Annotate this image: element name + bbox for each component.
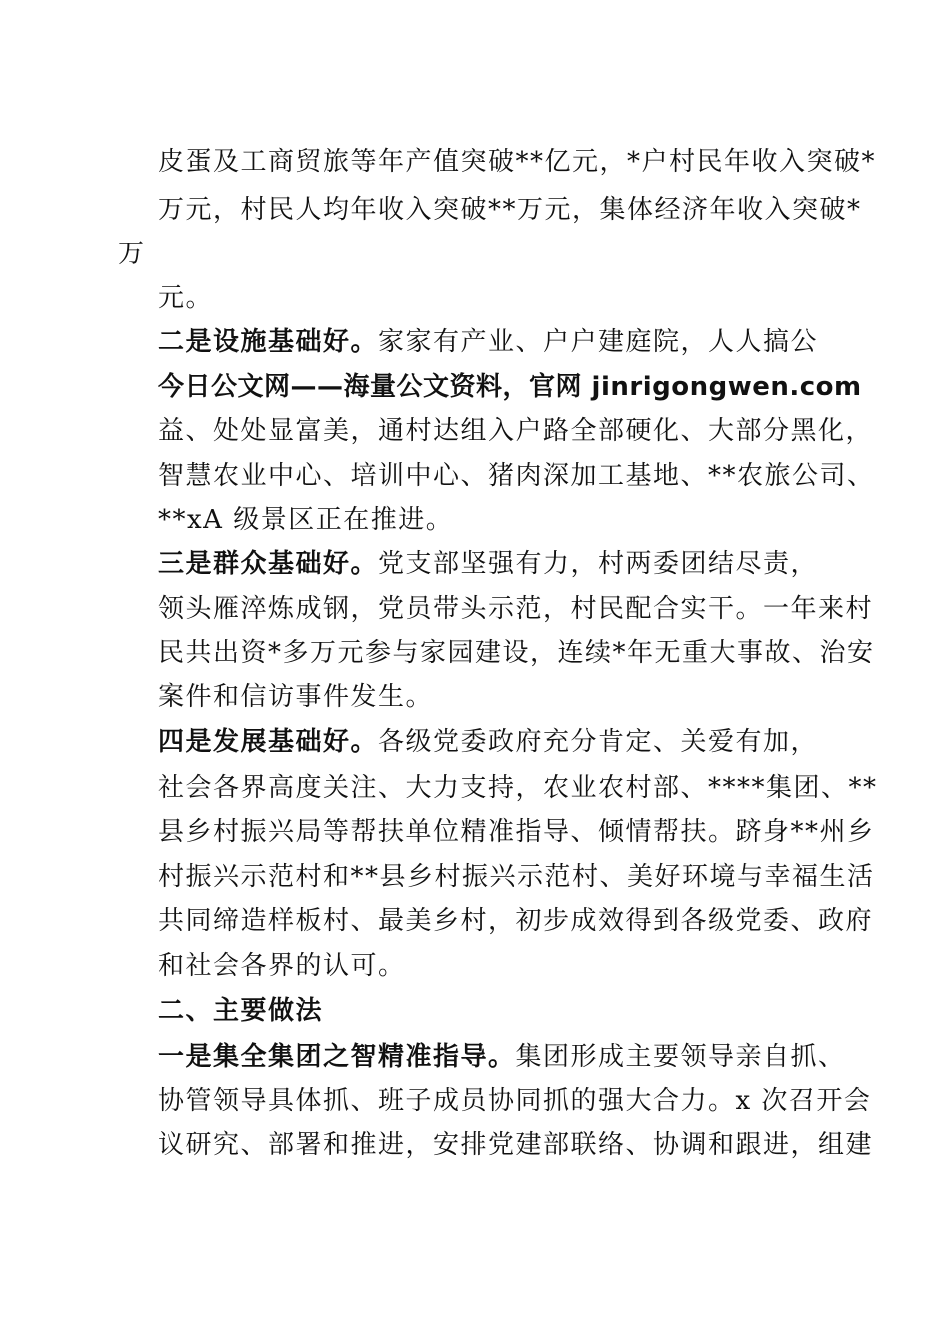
body-line xyxy=(158,860,875,894)
paragraph-heading-line xyxy=(158,1040,846,1074)
line-text: 协管领导具体抓、班子成员协同抓的强大合力。x 次召开会 xyxy=(158,1086,872,1116)
paragraph-heading-line xyxy=(158,325,818,359)
paragraph-lead: 二是设施基础好。 xyxy=(158,327,379,357)
line-text: 万元，村民人均年收入突破**万元，集体经济年收入突破* xyxy=(158,195,862,225)
line-text: 村振兴示范村和**县乡村振兴示范村、美好环境与幸福生活 xyxy=(158,862,875,892)
body-line xyxy=(158,904,873,938)
line-text: 各级党委政府充分肯定、关爱有加， xyxy=(378,727,819,757)
body-line xyxy=(158,592,873,626)
line-text: 万 xyxy=(118,239,146,269)
body-line xyxy=(158,281,213,315)
line-text: 案件和信访事件发生。 xyxy=(158,682,434,712)
line-text: 共同缔造样板村、最美乡村，初步成效得到各级党委、政府 xyxy=(158,906,874,936)
body-line xyxy=(158,815,875,849)
line-text: 党支部坚强有力，村两委团结尽责， xyxy=(378,549,819,579)
line-text: 社会各界高度关注、大力支持，农业农村部、****集团、** xyxy=(158,773,878,803)
line-text: 领头雁淬炼成钢，党员带头示范，村民配合实干。一年来村 xyxy=(158,594,874,624)
body-line xyxy=(158,503,453,537)
line-text: 议研究、部署和推进，安排党建部联络、协调和跟进，组建 xyxy=(158,1130,874,1160)
body-line xyxy=(158,145,876,179)
line-text: 民共出资*多万元参与家园建设，连续*年无重大事故、治安 xyxy=(158,638,875,668)
body-line xyxy=(158,193,862,227)
body-line xyxy=(158,414,873,448)
body-line xyxy=(158,771,878,805)
watermark-banner xyxy=(158,370,862,404)
body-line xyxy=(158,1128,873,1162)
line-text: 益、处处显富美，通村达组入户路全部硬化、大部分黑化， xyxy=(158,416,874,446)
line-text: 集团形成主要领导亲自抓、 xyxy=(515,1042,846,1072)
body-line xyxy=(158,1084,871,1118)
line-text: 和社会各界的认可。 xyxy=(158,951,406,981)
line-text: **xA 级景区正在推进。 xyxy=(158,505,454,535)
line-text: 元。 xyxy=(158,283,214,313)
banner-text: 今日公文网——海量公文资料，官网 jinrigongwen.com xyxy=(158,372,862,402)
body-line xyxy=(158,459,875,493)
paragraph-heading-line xyxy=(158,547,818,581)
body-line xyxy=(118,237,146,271)
body-line xyxy=(158,949,406,983)
line-text: 智慧农业中心、培训中心、猪肉深加工基地、**农旅公司、 xyxy=(158,461,875,491)
line-text: 县乡村振兴局等帮扶单位精准指导、倾情帮扶。跻身**州乡 xyxy=(158,817,875,847)
paragraph-lead: 四是发展基础好。 xyxy=(158,727,379,757)
paragraph-lead: 三是群众基础好。 xyxy=(158,549,379,579)
section-heading xyxy=(158,994,323,1028)
line-text: 家家有产业、户户建庭院，人人搞公 xyxy=(378,327,819,357)
paragraph-lead: 一是集全集团之智精准指导。 xyxy=(158,1042,516,1072)
body-line xyxy=(158,636,875,670)
section-title: 二、主要做法 xyxy=(158,996,324,1026)
body-line xyxy=(158,680,433,714)
paragraph-heading-line xyxy=(158,725,818,759)
line-text: 皮蛋及工商贸旅等年产值突破**亿元，*户村民年收入突破* xyxy=(158,147,877,177)
